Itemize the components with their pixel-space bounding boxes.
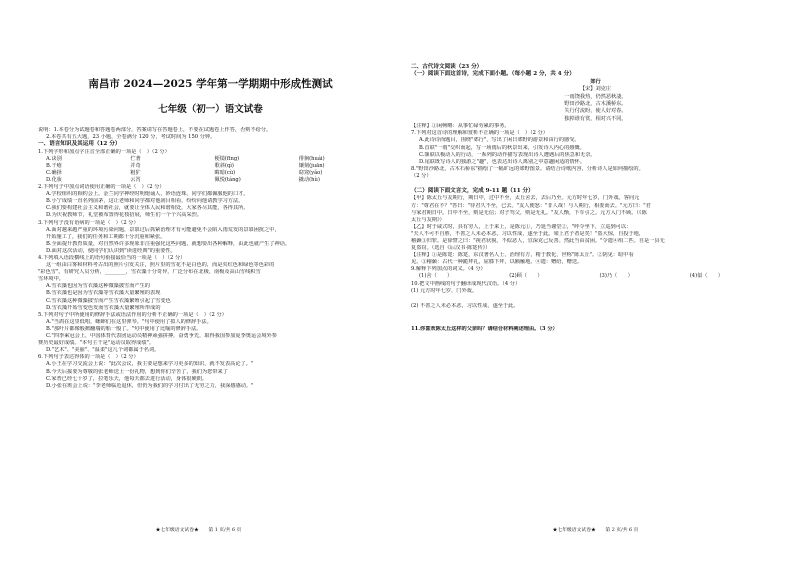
option-row — [38, 177, 383, 184]
option-cell: 徘徊(huái) — [298, 155, 325, 162]
passage-line: 【甲】陈太丘与友期行，期日中，过中不至，太丘舍去，去后乃至。元方时年七岁，门外戏。客问元 — [411, 195, 640, 202]
passage-line: 这一组由白雾和材料考古出的照片引发关注，照片里的雪花不是白色的，而是夹红色和绿色等色彩的 — [46, 262, 275, 269]
exam-title: 南昌市 2024—2025 学年第一学期期中形成性测试 — [88, 78, 333, 90]
option-cell: 粗犷 — [130, 169, 141, 176]
poem-note: 【注释】①闲畅略：从事忙碌劳累的事务。 — [411, 123, 510, 130]
passage-line: "彩色雪"。有研究人员分析，________，雪衣藻十分奇异，广泛分布在北极、南极及高山雪线积雪 — [38, 269, 261, 276]
question-2: 2.下列句子中加点词语使用正确的一项是（ ）（2 分） — [38, 184, 165, 191]
passage-note: 见。③稽颡：古代一种跪拜礼，屈膝下拜，以额触地。④遗：赠给，赠送。 — [411, 259, 583, 266]
option-cell: 歌斜(qì) — [214, 162, 234, 169]
option: B.首联"一雨"交织而起，写一场雨后的秋景出来，引发诗人内心的感慨。 — [419, 144, 585, 151]
option-cell: 梗镜(fīng) — [214, 155, 240, 162]
option-cell: A.诀别 — [46, 155, 62, 162]
option-cell: 云筲 — [130, 176, 141, 183]
passage-line: 与家君期日中。日中不至，则是无信；对子骂父，则是无礼。"友人惭，下车引之。元方入门不顾。（《陈 — [411, 209, 647, 216]
passage-line: "夫人不可不自胜，不善之人未必本恶，习以性成，遂至于此。梁上君子者是矣！"盗大惊，自投于地， — [411, 230, 645, 237]
option: D.尾联既写诗人的独游之"趣"，也表达出诗人离别之中意趣闲适的情怀。 — [419, 158, 586, 165]
answer-blanks-row — [411, 273, 780, 280]
question-9: 9.解释下列加点的词义。（4 分） — [411, 266, 486, 273]
option: C.颔联以极动人的行动，一系列的动作描写表现出诗人遭遇后的焦急和无奈。 — [419, 151, 596, 158]
exam-subtitle: 七年级（初一）语文试卷 — [158, 104, 263, 115]
option-cell: 撬动(hù) — [298, 176, 320, 183]
question-5: 5.下列对句子中所使用的修辞手法或语法作用的分析不正确的一项是（ ）（2 分） — [38, 311, 227, 318]
question-8: 8."野田沙路北，古木石桥东"描绘了一幅旷远的郊野图景。请结合诗歌内容，分析诗人是如何描绘的。 — [411, 165, 644, 172]
option-cell: D.化妆 — [46, 176, 62, 183]
page-footer: ★七年级语文试卷★ 第 1 页/共 6 页 — [155, 528, 242, 533]
passage-line: 【乙】时于咸式时，县有穷人，上于来上，是陈元①，乃延当谢堂②，"呼令坐下，立巡到可以： — [411, 223, 632, 230]
passage-note: 【注释】①是陈寔：陈寔，东汉著名人士，治理有方，精于教化，世称"陈太丘"。②阴见：暗中看 — [411, 252, 634, 259]
option: B.雪衣藻也是因为雪衣藻等雪衣藻大量繁殖的表现 — [46, 290, 161, 297]
instructions-line: 2.本卷共有五大题，23 小题，全卷满分 120 分，考试时间为 150 分钟。 — [46, 134, 216, 141]
option: D.雪衣藻开始雪变色发而雪衣藻大量繁殖所形成的 — [46, 304, 161, 311]
option: C."四季乘冠会上，中国体育代表团运动员精神顽强拼搏，奋勇争先，取得我国参加夏季奥运会境外参 — [46, 333, 277, 340]
option-cell: C.确择 — [46, 169, 62, 176]
option: 赛历史最好成绩。"本句主干是"运动员取得成绩"。 — [38, 340, 155, 347]
translation-item: (1) 元方时年七岁，门外戏。 — [411, 287, 478, 294]
passage-line: 雪环境中。 — [38, 276, 64, 283]
option: A.小王在学习交流会上说："此次会议，我主要是想来学习更多的知识，就不发表高论了。" — [46, 361, 254, 368]
answer-blank: (4)似（ ） — [689, 273, 724, 280]
option: D.面对这次活动，使同学们认识到"读进经典"的重要性。 — [46, 247, 176, 254]
subsection-heading: （二）阅读下面文言文，完成 9-11 题（11 分） — [411, 188, 534, 194]
option-cell: B.干瘪 — [46, 162, 62, 169]
option: B.今天后援要为尊敬的张老师送上一份礼物，想到你们辛苦了，我们为您带来了 — [46, 368, 228, 375]
option: A.雪衣藻也因为雪衣藻这种微藻披雪而产生的 — [46, 283, 150, 290]
answer-blank: (1)舍（ ） — [419, 273, 453, 280]
exam-page-2 — [397, 0, 794, 561]
option-row — [38, 163, 383, 170]
poem-line: 野田沙路北，古木溪桥东。 — [564, 101, 627, 108]
option: C.我们要构建社会主义和谐社会，就要让全体人民和谐相处，大家各尽其能，各得其所。 — [46, 205, 249, 212]
question-10: 10.把文中画线的句子翻译成现代汉语。（4 分） — [411, 280, 521, 287]
question-6: 6.下列句子表达得体的一项是（ ）（2 分） — [38, 354, 139, 361]
option: D.小张在班会上说："李老师临近退休，但仍为我们的学习付出了无穷之力，我深感感动。" — [46, 382, 254, 389]
passage-line: 太丘与友期》） — [411, 216, 445, 223]
option: B.全面提升教育质量，对自然界许多现象非注重强化这些问题，就想要出各种解释，由此也就产生了神话。 — [46, 240, 291, 247]
option: A.此诗诗而题目，围绕"郊行"，写出了闲日郊野的游景和由行的感受。 — [419, 137, 580, 144]
option-cell: 伫著 — [130, 155, 141, 162]
question-11: 11.你喜欢陈太丘这样的父亲吗？请结合材料阐述理由。（3 分） — [411, 325, 558, 332]
option-cell: 镶刻(juān) — [298, 162, 325, 169]
instructions-line: 说明：1.本卷分为试题卷和答题卷两部分，答案请写在答题卷上，不要在试题卷上作答，否则不给分。 — [38, 127, 272, 133]
passage-line: 复盗窃。（选自《后汉书·陈寔传》） — [411, 245, 491, 252]
section-heading: 一、语言知识及其运用（12 分） — [38, 141, 121, 148]
passage-line: 稽颡③归罪。是徐譬之曰："视君状貌，不似恶人，宜深克己反善。然此当由贫困。"令遗④绢二匹。自是一县无 — [411, 237, 665, 244]
option-row — [38, 156, 383, 163]
option: A.面对越来越严重的环境污染问题，景慕过后抓紧治理才有可能避免不会陷入雨荒发的景慕困扰之中， — [46, 226, 280, 233]
poem-line: 独掉谁有赏，相对兴不同。 — [564, 115, 627, 122]
option: B."那叶片都像般掀翻墙的船一般了。"句中使用了比喻的修辞手法。 — [46, 325, 202, 332]
page-footer: ★七年级语文试卷★ 第 2 页/共 6 页 — [552, 528, 639, 533]
option-cell: 晦暗(cù) — [214, 169, 236, 176]
poem-title: 郊行 — [590, 78, 601, 85]
question-8-score: （2 分） — [411, 172, 432, 179]
section-heading: 二、古代诗文阅读（23 分） — [411, 64, 483, 70]
option: C.雪衣藻这种微藻披雪而产生雪衣藻繁殖引起了雪变色 — [46, 297, 171, 304]
translation-item: (2) 不善之人未必本恶，习以性成，遂至于此。 — [411, 302, 519, 309]
question-1: 1.下列字形和加点字注音全部正确的一项是（ ）（2 分） — [38, 148, 170, 155]
answer-blank: (2)顾（ ） — [509, 273, 543, 280]
subsection-heading: （一）阅读下面这首诗，完成下面小题。（每小题 2 分，共 4 分） — [411, 71, 575, 78]
option: A.学校组织的相约会上，金兰同学神经时明炮诵人，妙语连珠，同学们都佩服他的口才。 — [46, 191, 249, 198]
poem-line: 一雨饶我热，仍然恶秋凄。 — [564, 93, 627, 100]
question-3: 3.下列句子没有语病的一项是（ ）（2 分） — [38, 219, 139, 226]
option-cell: 并奇 — [130, 162, 141, 169]
poem-line: 失行付流盼，使人好对春。 — [564, 108, 627, 115]
option: B.小宁成绩一直名列前茅，这让老师和同学都对他刮目相看，纷纷向他请教学习方法。 — [46, 198, 244, 205]
option: 开始施工了，我们的任务和工期都十分沉重和紧张。 — [46, 233, 166, 240]
question-7: 7.下列对这首诗的理解和赏析不正确的一项是（ ）（2 分） — [411, 130, 548, 137]
question-4: 4.下列填入语段横线上的语句衔接最恰当的一项是（ ）（2 分） — [38, 255, 186, 261]
option: A."当鸽在这里低唱，蟋蟀们在这里弹琴。"句中使用了拟人的修辞手法。 — [46, 318, 212, 325]
answer-blank: (3)乃（ ） — [599, 273, 633, 280]
passage-line: 方："尊君在不？"答曰："待君久不至，已去。"友人便怒："非人哉！与人期行，相委而去。"元方曰："君 — [411, 202, 651, 209]
poem-author: 【宋】刘克庄 — [579, 86, 612, 93]
option-row — [38, 170, 383, 177]
option: C.家普已经七十岁了，拉笔乐天，他每天都去进行活动，身体很硬朗。 — [46, 375, 208, 382]
option-cell: 窈窕(yǎo) — [298, 169, 323, 176]
option-cell: 佩悦(táng) — [214, 176, 241, 183]
option: D."艺术"、"美丽"、"温柔"这几个词都属于名词。 — [46, 347, 160, 354]
option: D.为庆祝教师节，礼堂被布置得花枝招展，师生们一个个兴高采烈。 — [46, 212, 203, 219]
